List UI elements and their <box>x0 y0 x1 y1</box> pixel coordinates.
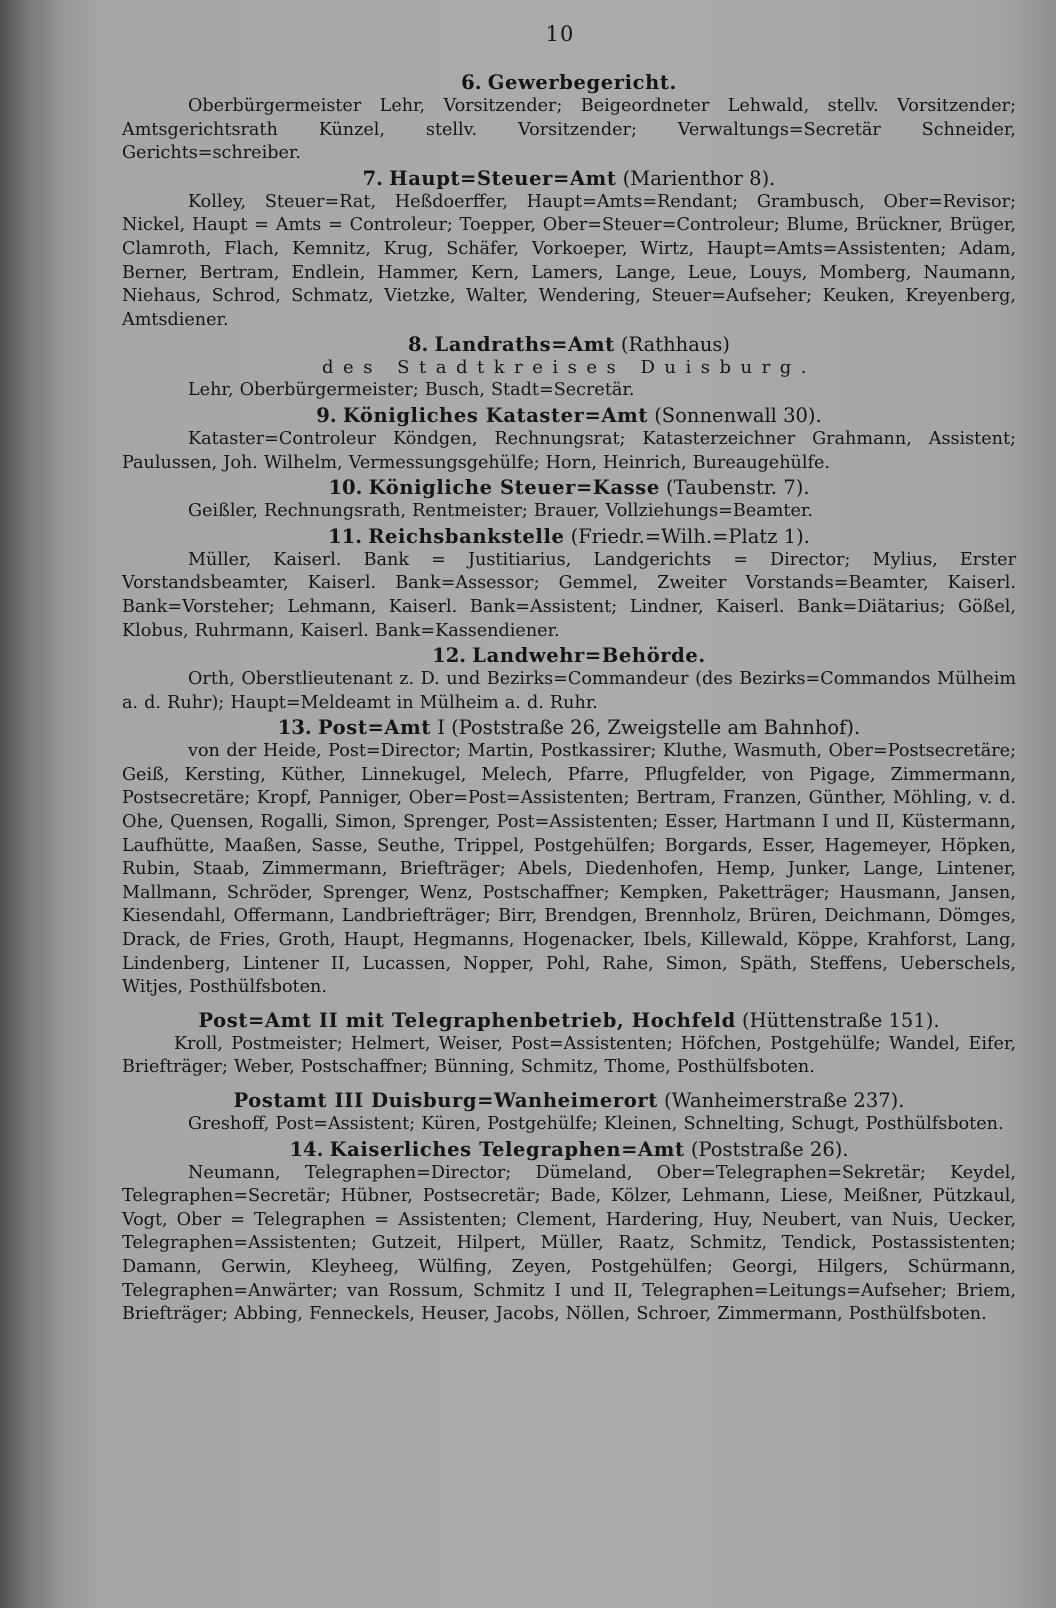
section-title: Haupt=Steuer=Amt <box>389 166 617 190</box>
section-number: 6. <box>461 71 482 94</box>
section-heading-postamt-2 <box>122 1009 1016 1033</box>
section-title: Gewerbegericht. <box>487 71 677 94</box>
section-text-10: Geißler, Rechnungsrath, Rentmeister; Brauer, Vollziehungs=Beamter. <box>188 501 813 522</box>
section-text-12: Orth, Oberstlieutenant z. D. und Bezirks=Commandeur (des Bezirks=Commandos Mülheim a. d. Ruhr); Haupt=Meldeamt in Mülheim a. d. Ruhr. <box>122 669 1016 713</box>
section-address: I (Poststraße 26, Zweigstelle am Bahnhof). <box>437 716 861 740</box>
section-number: 11. <box>328 524 363 548</box>
section-number: 12. <box>432 644 467 668</box>
section-text-14: Neumann, Telegraphen=Director; Dümeland, Ober=Telegraphen=Sekretär; Keydel, Telegraphen=Secretär; Hübner, Postsecretär; Bade, Kölzer, Lehmann, Liese, Meißner, Pützkaul, Vogt, Ober = Telegraphen = Assistenten; Clement, Hardering, Huy, Neubert, van Nuis, Uecker, Telegraphen=Assistenten; Gutzeit, Hilpert, Müller, Raatz, Schmitz, Tendick, Postassistenten; Damann, Gerwin, Kleyheeg, Wülfing, Zeyen, Postgehülfen; Georgi, Hilgers, Schürmann, Telegraphen=Anwärter; van Rossum, Schmitz I und II, Telegraphen=Leitungs=Aufseher; Briem, Briefträger; Abbing, Fenneckels, Heuser, Jacobs, Nöllen, Schroer, Zimmermann, Posthülfsboten. <box>122 1162 1016 1325</box>
section-address: (Taubenstr. 7). <box>666 476 810 500</box>
section-title: Kaiserliches Telegraphen=Amt <box>329 1137 685 1161</box>
section-heading-10 <box>122 476 1016 500</box>
section-text-6: Oberbürgermeister Lehr, Vorsitzender; Beigeordneter Lehwald, stellv. Vorsitzender; Amtsgerichtsrath Künzel, stellv. Vorsitzender; Verwaltungs=Secretär Schneider, Gerichts=schreiber. <box>122 96 1016 164</box>
section-number: 7. <box>362 166 383 190</box>
page-body <box>122 70 1016 1327</box>
section-heading-postamt-3 <box>122 1089 1016 1113</box>
section-title: Post=Amt II mit Telegraphenbetrieb, Hochfeld <box>198 1008 736 1032</box>
section-address: (Poststraße 26). <box>690 1137 849 1161</box>
section-number: 14. <box>289 1137 324 1161</box>
section-heading-14 <box>122 1138 1016 1162</box>
section-address: (Hüttenstraße 151). <box>742 1008 940 1032</box>
section-title: Landraths=Amt <box>434 333 615 357</box>
section-title: Königliche Steuer=Kasse <box>368 476 660 500</box>
section-heading-12 <box>122 644 1016 668</box>
section-text-postamt-2: Kroll, Postmeister; Helmert, Weiser, Post=Assistenten; Höfchen, Postgehülfe; Wandel, Eifer, Briefträger; Weber, Postschaffner; Bünning, Schmitz, Thome, Posthülfsboten. <box>122 1033 1016 1078</box>
page-number: 10 <box>545 22 575 46</box>
section-title: Post=Amt <box>317 716 431 740</box>
section-text-8: Lehr, Oberbürgermeister; Busch, Stadt=Secretär. <box>188 380 635 401</box>
section-title: Postamt III Duisburg=Wanheimerort <box>233 1089 658 1112</box>
section-address: (Marienthor 8). <box>622 166 776 190</box>
section-text-7: Kolley, Steuer=Rat, Heßdoerffer, Haupt=Amts=Rendant; Grambusch, Ober=Revisor; Nickel, Haupt = Amts = Controleur; Toepper, Ober=Steuer=Controleur; Blume, Brückner, Brüger, Clamroth, Flach, Kemnitz, Krug, Schäfer, Vorkoeper, Wirtz, Haupt=Amts=Assistenten; Adam, Berner, Bertram, Endlein, Hammer, Kern, Lamers, Lange, Leue, Louys, Momberg, Naumann, Niehaus, Schrod, Schmatz, Vietzke, Walter, Wendering, Steuer=Aufseher; Keuken, Kreyenberg, Amtsdiener. <box>122 191 1016 330</box>
section-heading-13 <box>122 716 1016 740</box>
section-number: 10. <box>328 476 363 500</box>
section-heading-7 <box>122 167 1016 191</box>
section-address: (Rathhaus) <box>620 333 731 357</box>
section-number: 13. <box>277 716 312 740</box>
section-text-postamt-3: Greshoff, Post=Assistent; Küren, Postgehülfe; Kleinen, Schnelting, Schugt, Posthülfsboten. <box>188 1114 1004 1134</box>
section-title: Reichsbankstelle <box>368 524 565 548</box>
spacer <box>122 1000 1016 1008</box>
section-text-11: Müller, Kaiserl. Bank = Justitiarius, Landgerichts = Director; Mylius, Erster Vorstandsbeamter, Kaiserl. Bank=Assessor; Gemmel, Zweiter Vorstands=Beamter, Kaiserl. Bank=Vorsteher; Lehmann, Kaiserl. Bank=Assistent; Lindner, Kaiserl. Bank=Diätarius; Gößel, Klobus, Ruhrmann, Kaiserl. Bank=Kassendiener. <box>122 549 1016 641</box>
section-address: (Wanheimerstraße 237). <box>664 1089 905 1112</box>
section-address: (Sonnenwall 30). <box>654 403 822 427</box>
section-title: Königliches Kataster=Amt <box>342 403 648 427</box>
section-heading-6 <box>122 71 1016 95</box>
section-text-13: von der Heide, Post=Director; Martin, Postkassirer; Kluthe, Wasmuth, Ober=Postsecretäre; Geiß, Kersting, Küther, Linnekugel, Melech, Pfarre, Pflugfelder, von Pigage, Zimmermann, Postsecretäre; Kropf, Panniger, Ober=Post=Assistenten; Bertram, Franzen, Günther, Möhling, v. d. Ohe, Quensen, Rogalli, Simon, Sprenger, Post=Assistenten; Esser, Hartmann I und II, Küstermann, Laufhütte, Maaßen, Sasse, Seuthe, Trippel, Postgehülfen; Borgards, Esser, Hagemeyer, Höpken, Rubin, Staab, Zimmermann, Briefträger; Abels, Diedenhofen, Hemp, Junker, Lange, Lintener, Mallmann, Schröder, Sprenger, Wenz, Postschaffner; Kempken, Paketträger; Hausmann, Jansen, Kiesendahl, Offermann, Landbriefträger; Birr, Brendgen, Brennholz, Brüren, Deichmann, Dömges, Drack, de Fries, Groth, Haupt, Hegmanns, Hogenacker, Ibels, Killewald, Köppe, Krahforst, Lang, Lindenberg, Lintener II, Lucassen, Nopper, Pohl, Rahe, Simon, Späth, Steffens, Ueberschels, Witjes, Posthülfsboten. <box>122 741 1016 998</box>
section-address: (Friedr.=Wilh.=Platz 1). <box>570 524 810 548</box>
section-title: Landwehr=Behörde. <box>472 644 706 668</box>
section-number: 8. <box>407 333 429 357</box>
book-gutter-shadow <box>0 0 60 1608</box>
section-number: 9. <box>316 403 337 427</box>
section-heading-11 <box>122 525 1016 549</box>
section-subline-8: des Stadtkreises Duisburg. <box>322 357 816 379</box>
section-heading-8 <box>122 333 1016 357</box>
section-heading-9 <box>122 404 1016 428</box>
section-text-9: Kataster=Controleur Köndgen, Rechnungsrat; Katasterzeichner Grahmann, Assistent; Paulussen, Joh. Wilhelm, Vermessungsgehülfe; Horn, Heinrich, Bureaugehülfe. <box>122 428 1016 473</box>
spacer <box>122 1080 1016 1088</box>
